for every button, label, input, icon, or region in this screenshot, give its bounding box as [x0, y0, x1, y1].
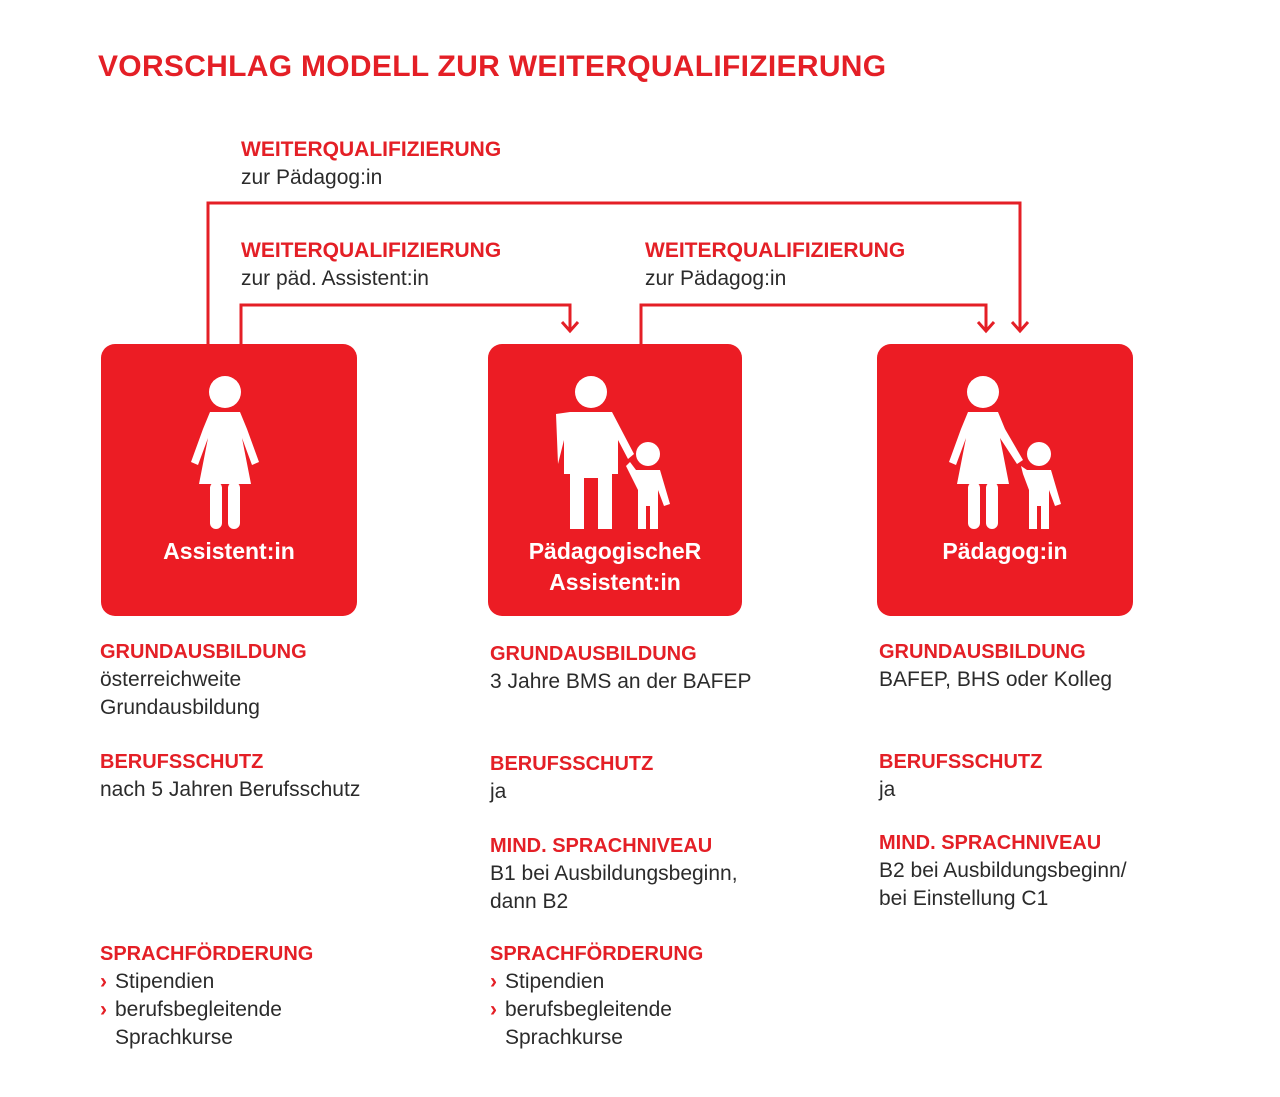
card-label-line-2: Assistent:in: [549, 569, 681, 595]
section-grundausbildung: [490, 640, 790, 696]
section-text: B1 bei Ausbildungsbeginn,: [490, 862, 738, 885]
qualification-target: zur Pädagog:in: [241, 166, 383, 189]
section-heading: SPRACHFÖRDERUNG: [490, 943, 704, 965]
qualification-label-left: [241, 237, 501, 293]
woman-with-child-icon: [943, 374, 1067, 534]
card-label: Assistent:in: [163, 538, 295, 564]
list-item: › berufsbegleitende Sprachkurse: [100, 998, 282, 1049]
chevron-right-icon: ›: [490, 998, 497, 1021]
section-sprachfoerderung: [100, 940, 400, 1052]
qualification-heading: WEITERQUALIFIZIERUNG: [645, 239, 906, 262]
section-text: österreichweite: [100, 668, 242, 691]
section-heading: MIND. SPRACHNIVEAU: [879, 832, 1102, 854]
section-text: dann B2: [490, 890, 569, 913]
card-label-line-1: PädagogischeR: [528, 538, 702, 564]
section-text: Grundausbildung: [100, 696, 260, 719]
man-with-child-icon: [556, 374, 676, 534]
arrow-assistent-to-paed-assistent: [241, 305, 570, 344]
section-heading: SPRACHFÖRDERUNG: [100, 943, 314, 965]
section-sprachniveau: [490, 832, 790, 916]
section-sprachniveau: [879, 829, 1179, 913]
qualification-label-right: [645, 237, 905, 293]
section-text: nach 5 Jahren Berufsschutz: [100, 778, 361, 801]
section-text: B2 bei Ausbildungsbeginn/: [879, 859, 1127, 882]
section-heading: GRUNDAUSBILDUNG: [490, 643, 697, 665]
section-text: ja: [490, 780, 507, 803]
qualification-heading: WEITERQUALIFIZIERUNG: [241, 239, 502, 262]
section-text: BAFEP, BHS oder Kolleg: [879, 668, 1113, 691]
section-heading: GRUNDAUSBILDUNG: [879, 641, 1086, 663]
list-item: › Stipendien: [490, 968, 790, 996]
section-text: ja: [879, 778, 896, 801]
qualification-heading: WEITERQUALIFIZIERUNG: [241, 138, 502, 161]
section-heading: BERUFSSCHUTZ: [100, 751, 264, 773]
section-heading: GRUNDAUSBILDUNG: [100, 641, 307, 663]
section-berufsschutz: [100, 748, 400, 804]
section-sprachfoerderung: [490, 940, 790, 1052]
chevron-right-icon: ›: [100, 970, 107, 993]
qualification-label-top: [241, 136, 501, 192]
section-text: 3 Jahre BMS an der BAFEP: [490, 670, 752, 693]
card-paedagogin: [877, 344, 1133, 616]
section-berufsschutz: [490, 750, 790, 806]
list-item: › berufsbegleitende Sprachkurse: [490, 998, 672, 1049]
section-grundausbildung: [879, 638, 1179, 694]
card-assistentin: [101, 344, 357, 616]
woman-icon: [185, 374, 265, 534]
section-grundausbildung: [100, 638, 400, 722]
card-label: Pädagog:in: [942, 538, 1068, 564]
section-heading: BERUFSSCHUTZ: [490, 753, 654, 775]
card-paed-assistentin: [488, 344, 742, 616]
chevron-right-icon: ›: [490, 970, 497, 993]
section-text: bei Einstellung C1: [879, 887, 1049, 910]
section-berufsschutz: [879, 748, 1179, 804]
qualification-target: zur päd. Assistent:in: [241, 267, 429, 290]
section-heading: MIND. SPRACHNIVEAU: [490, 835, 713, 857]
qualification-target: zur Pädagog:in: [645, 267, 787, 290]
arrow-paed-assistent-to-paedagogin: [641, 305, 986, 344]
list-item: › Stipendien: [100, 968, 400, 996]
chevron-right-icon: ›: [100, 998, 107, 1021]
page-title: VORSCHLAG MODELL ZUR WEITERQUALIFIZIERUNG: [98, 50, 887, 83]
section-heading: BERUFSSCHUTZ: [879, 751, 1043, 773]
